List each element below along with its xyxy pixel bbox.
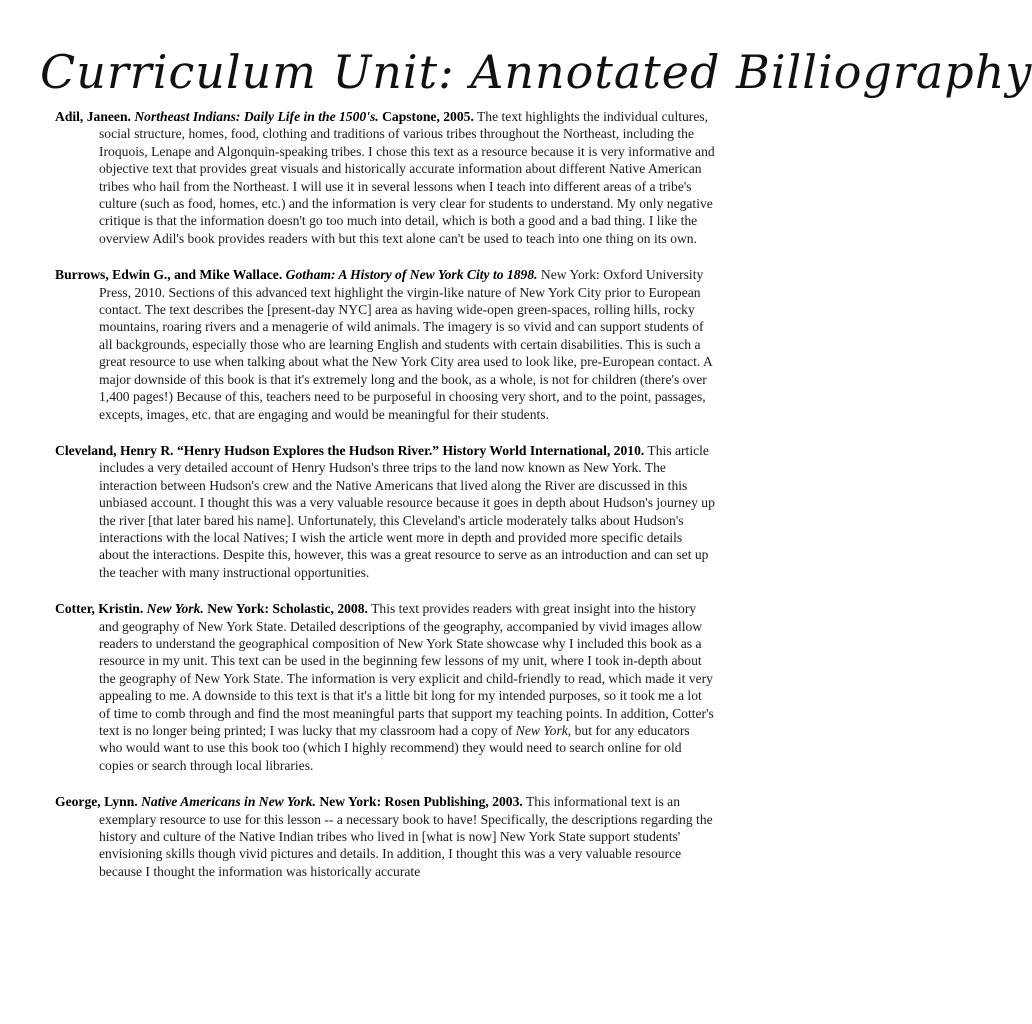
entry-work-title: Gotham: A History of New York City to 1898. [285, 267, 538, 283]
entry-annotation: Sections of this advanced text highlight the virgin-like nature of New York City prior to European contact. The text describes the [present-day NYC] area as having wide-open green-spaces, rolling hills, rocky mountains, roaring rivers and a menagerie of wild animals. The imagery is so vivid and can support students of all backgrounds, especially those who are learning English and students with certain disabilities. This is such a great resource to use when talking about what the New York City area used to look like, pre-European contact. A major downside of this book is that it's extremely long and the book, as a whole, is not for children (there's over 1,400 pages!) Because of this, teachers need to be purposeful in choosing very short, and to the point, passages, excepts, images, etc. that are engaging and would be meaningful for their students. [99, 284, 713, 422]
entry-annotation: This article includes a very detailed account of Henry Hudson's three trips to the land now known as New York. The interaction between Hudson's crew and the Native Americans that lived along the River are discussed in this unbiased account. I thought this was a very valuable resource because it goes in depth about Hudson's journey up the river [that later bared his name]. Unfortunately, this Cleveland's article moderately talks about Hudson's interactions with the local Natives; I wish the article went more in depth and provided more specific details about the interactions. Despite this, however, this was a great resource to serve as an introduction and can set up the teacher with many instructional opportunities. [99, 442, 715, 580]
entry-publication: Capstone, 2005. [382, 109, 474, 124]
bibliography-entry [55, 600, 715, 774]
bibliography-entry [55, 108, 715, 247]
entry-publication: New York: Oxford University Press, 2010. [99, 267, 704, 300]
bibliography-entry [55, 793, 715, 880]
bibliography-entry [55, 266, 715, 423]
entry-work-title: “Henry Hudson Explores the Hudson River.” [176, 442, 440, 458]
entry-author: Cotter, Kristin. [55, 601, 144, 617]
entry-publication: New York: Scholastic, 2008. [207, 601, 368, 617]
entry-annotation: The text highlights the individual cultures, social structure, homes, food, clothing and traditions of various tribes throughout the Northeast, including the Iroquois, Lenape and Algonquin-speaking tribes. I chose this text as a resource because it is very informative and objective text that provides great visuals and historically accurate information about different Native American tribes who hail from the Northeast. I will use it in several lessons when I teach into different areas of a tribe's culture (such as food, homes, etc.) and the information is very clear for students to understand. My only negative critique is that the information doesn't go too much into detail, which is both a good and a bad thing. I like the overview Adil's book provides readers with but this text alone can't be used to teach into one thing on its own. [99, 109, 715, 246]
entry-annotation: This informational text is an exemplary resource to use for this lesson -- a necessary book to have! Specifically, the descriptions regarding the history and culture of the Native Indian tribes who lived in [what is now] New York State support students' envisioning skills though vivid pictures and details. In addition, I thought this was a very valuable resource because I thought the information was historically accurate [99, 794, 713, 879]
entry-publication: New York: Rosen Publishing, 2003. [319, 794, 523, 810]
page-title: Curriculum Unit: Annotated Billiography [40, 45, 1032, 99]
entry-author: Adil, Janeen. [55, 109, 131, 124]
entry-author: George, Lynn. [55, 794, 138, 810]
entry-work-title: Northeast Indians: Daily Life in the 1500's. [134, 109, 379, 124]
entry-annotation: This text provides readers with great insight into the history and geography of New York State. Detailed descriptions of the geography, accompanied by vivid images allow readers to understand the geographical composition of New York State showcase why I included this book as a resource in my unit. This text can be used in the beginning few lessons of my unit, where I took in-depth about the geography of New York State. The information is very explicit and child-friendly to read, which made it very appealing to me. A downside to this text is that it's a little bit long for my intended purposes, so it took me a lot of time to comb through and find the most meaningful parts that support my teaching points. In addition, Cotter's text is no longer being printed; I was lucky that my classroom had a copy of [99, 601, 714, 738]
entry-work-title: Native Americans in New York. [141, 794, 316, 810]
entry-annotation-end: , but for any educators who would want to use this book too (which I highly recommend) they would need to search online for old copies or search through local libraries. [99, 723, 690, 773]
entry-publication: History World International, 2010. [442, 442, 645, 458]
entry-work-title: New York. [146, 601, 204, 617]
bibliography-list [55, 108, 715, 899]
entry-author: Cleveland, Henry R. [55, 442, 174, 458]
entry-author: Burrows, Edwin G., and Mike Wallace. [55, 267, 283, 283]
bibliography-entry [55, 442, 715, 581]
entry-annotation-title: New York [515, 723, 568, 738]
